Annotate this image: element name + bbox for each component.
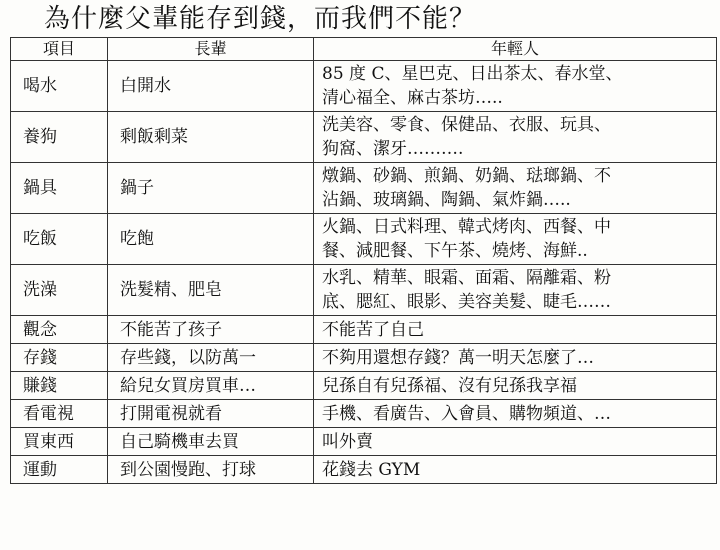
elder-cell: 不能苦了孩子 xyxy=(108,316,314,344)
table-row xyxy=(11,428,717,456)
young-cell xyxy=(314,163,717,214)
elder-cell: 到公園慢跑、打球 xyxy=(108,456,314,484)
table-row xyxy=(11,400,717,428)
item-cell: 鍋具 xyxy=(11,163,108,214)
table-row xyxy=(11,214,717,265)
item-cell: 存錢 xyxy=(11,344,108,372)
elder-cell: 存些錢，以防萬一 xyxy=(108,344,314,372)
young-text-line: 清心福全、麻古茶坊….. xyxy=(322,88,503,108)
young-cell xyxy=(314,456,717,484)
young-cell xyxy=(314,61,717,112)
elder-cell: 剩飯剩菜 xyxy=(108,112,314,163)
young-text-line: 餐、減肥餐、下午茶、燒烤、海鮮.. xyxy=(322,241,588,261)
young-text-line: 沾鍋、玻璃鍋、陶鍋、氣炸鍋….. xyxy=(322,190,571,210)
young-cell xyxy=(314,265,717,316)
table-row xyxy=(11,316,717,344)
header-item: 項目 xyxy=(11,38,108,61)
young-text-line: 不夠用還想存錢？萬一明天怎麼了… xyxy=(322,347,594,368)
table-row xyxy=(11,265,717,316)
elder-cell: 自己騎機車去買 xyxy=(108,428,314,456)
table-row xyxy=(11,456,717,484)
table-header-row xyxy=(11,38,717,61)
elder-cell: 鍋子 xyxy=(108,163,314,214)
young-cell xyxy=(314,400,717,428)
young-cell xyxy=(314,112,717,163)
young-text-line: 85 度 C、星巴克、日出茶太、春水堂、 xyxy=(322,64,623,84)
young-cell xyxy=(314,214,717,265)
item-cell: 喝水 xyxy=(11,61,108,112)
young-text-line: 水乳、精華、眼霜、面霜、隔離霜、粉 xyxy=(322,268,611,288)
young-text-line: 手機、看廣告、入會員、購物頻道、… xyxy=(322,403,611,424)
young-text-line: 洗美容、零食、保健品、衣服、玩具、 xyxy=(322,115,611,135)
table-row xyxy=(11,344,717,372)
elder-cell: 吃飽 xyxy=(108,214,314,265)
young-cell xyxy=(314,428,717,456)
table-row xyxy=(11,372,717,400)
comparison-table xyxy=(10,37,717,484)
young-cell xyxy=(314,344,717,372)
header-elder: 長輩 xyxy=(108,38,314,61)
young-text-line: 不能苦了自己 xyxy=(322,319,424,340)
elder-cell: 打開電視就看 xyxy=(108,400,314,428)
young-text-line: 燉鍋、砂鍋、煎鍋、奶鍋、琺瑯鍋、不 xyxy=(322,166,611,186)
young-cell xyxy=(314,372,717,400)
item-cell: 洗澡 xyxy=(11,265,108,316)
item-cell: 看電視 xyxy=(11,400,108,428)
header-young: 年輕人 xyxy=(314,38,717,61)
young-text-line: 花錢去 GYM xyxy=(322,459,421,480)
table-row xyxy=(11,163,717,214)
page-title: 為什麼父輩能存到錢，而我們不能？ xyxy=(44,4,477,34)
young-text-line: 叫外賣 xyxy=(322,431,373,452)
young-text-line: 火鍋、日式料理、韓式烤肉、西餐、中 xyxy=(322,217,611,237)
item-cell: 賺錢 xyxy=(11,372,108,400)
table-row xyxy=(11,61,717,112)
elder-cell: 給兒女買房買車… xyxy=(108,372,314,400)
young-text-line: 底、腮紅、眼影、美容美髮、睫毛…… xyxy=(322,292,611,312)
item-cell: 買東西 xyxy=(11,428,108,456)
item-cell: 養狗 xyxy=(11,112,108,163)
young-text-line: 狗窩、潔牙………. xyxy=(322,139,464,159)
young-text-line: 兒孫自有兒孫福、沒有兒孫我享福 xyxy=(322,375,577,396)
elder-cell: 白開水 xyxy=(108,61,314,112)
young-cell xyxy=(314,316,717,344)
item-cell: 吃飯 xyxy=(11,214,108,265)
table-row xyxy=(11,112,717,163)
item-cell: 觀念 xyxy=(11,316,108,344)
elder-cell: 洗髮精、肥皂 xyxy=(108,265,314,316)
item-cell: 運動 xyxy=(11,456,108,484)
